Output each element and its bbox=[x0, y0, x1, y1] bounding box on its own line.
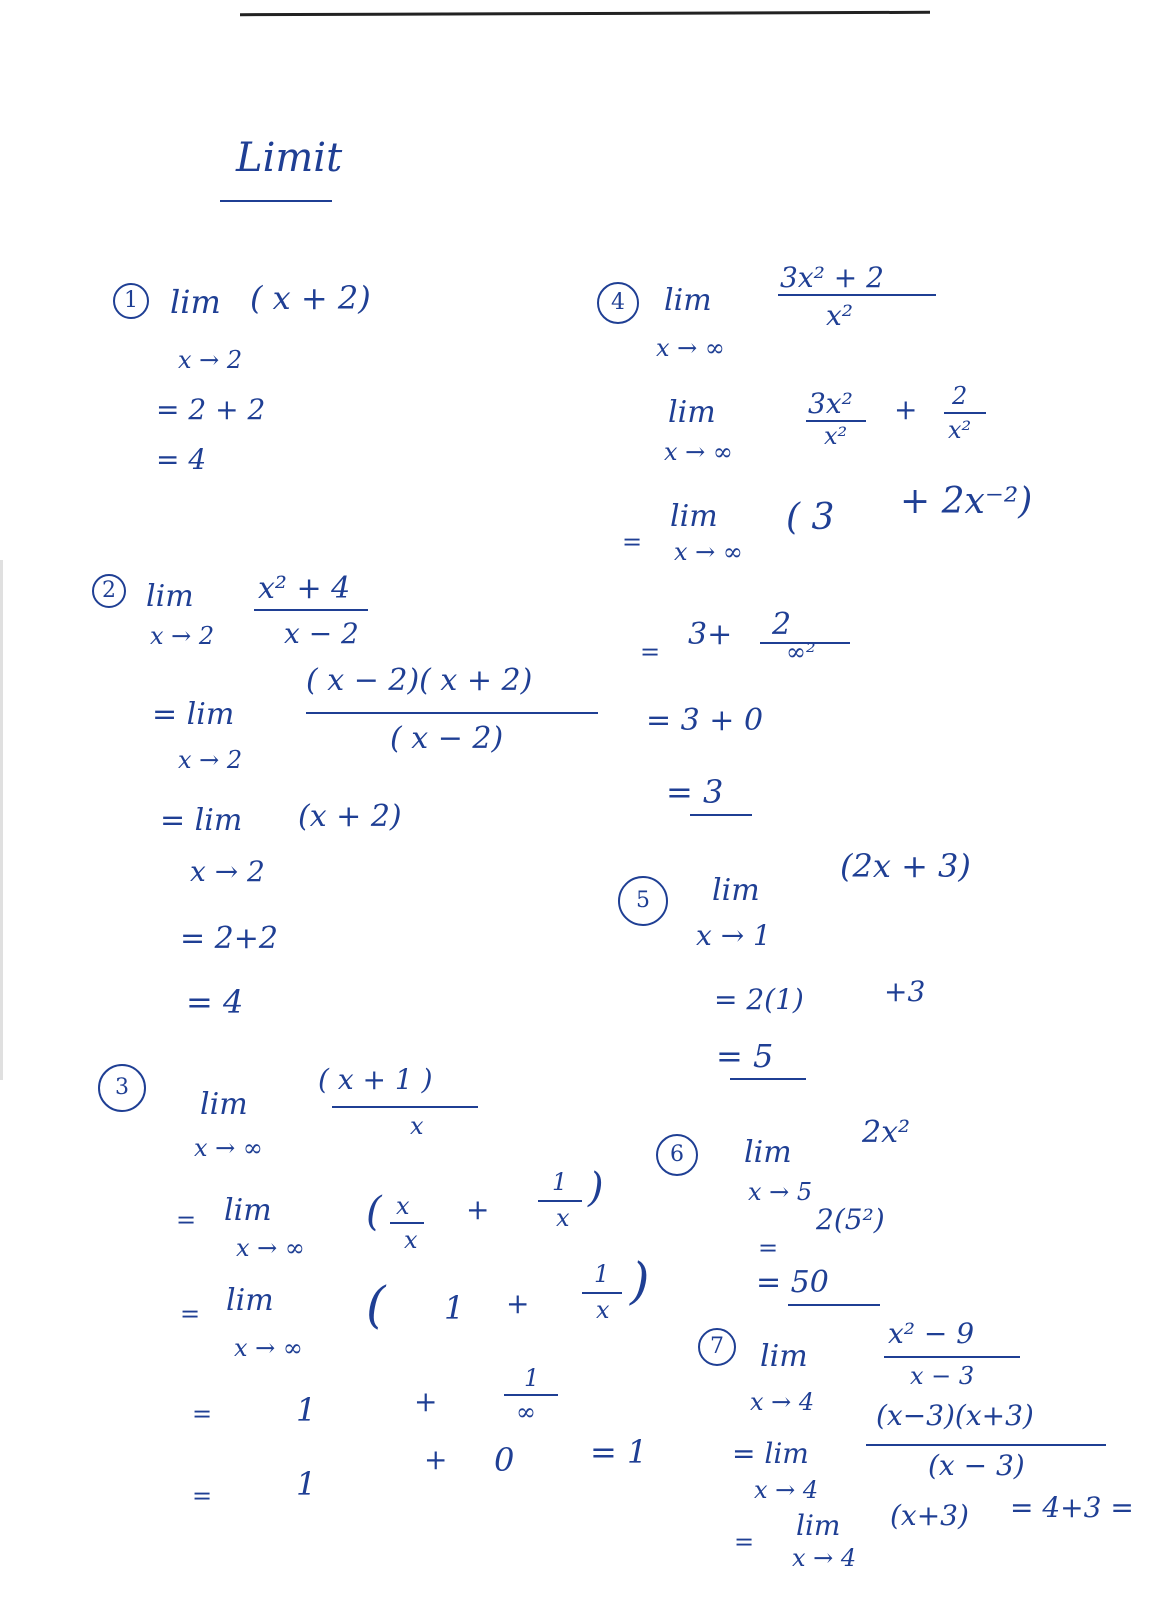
p3-step4-one: 1 bbox=[296, 1465, 317, 1503]
p7-step1-lim: = lim bbox=[732, 1437, 809, 1470]
p7-step2-subscript: x → 4 bbox=[792, 1544, 857, 1572]
p3-step2-eq: = bbox=[180, 1300, 201, 1328]
p1-lim: lim bbox=[170, 283, 221, 321]
p4-step1-lim: lim bbox=[668, 395, 716, 430]
p4-answer-underline bbox=[690, 814, 752, 816]
p3-step2-f-bar bbox=[582, 1292, 622, 1294]
p3-step2-lim: lim bbox=[226, 1283, 274, 1318]
p3-step1-subscript: x → ∞ bbox=[236, 1234, 305, 1262]
p7-numerator: x² − 9 bbox=[888, 1317, 975, 1350]
p3-step4-result: = 1 bbox=[590, 1433, 648, 1471]
p4-step2-subscript: x → ∞ bbox=[674, 538, 743, 566]
p3-step3-f-bar bbox=[504, 1394, 558, 1396]
p2-lim: lim bbox=[146, 579, 194, 614]
p4-step1-a-den: x² bbox=[824, 422, 848, 450]
p4-step3-eq: = bbox=[640, 638, 661, 666]
p3-step2-plus: + bbox=[506, 1287, 530, 1320]
p7-lim: lim bbox=[760, 1339, 808, 1374]
p2-step2-lim: = lim bbox=[160, 803, 243, 838]
p1-expression: ( x + 2) bbox=[250, 279, 371, 317]
p7-fraction-bar bbox=[884, 1356, 1020, 1358]
p1-step-2: = 4 bbox=[156, 443, 207, 476]
p2-step1-denominator: ( x − 2) bbox=[390, 721, 504, 756]
p2-step1-fraction-bar bbox=[306, 712, 598, 714]
p4-numerator: 3x² + 2 bbox=[780, 261, 884, 294]
p4-step1-b-bar bbox=[944, 412, 986, 414]
p2-step1-lim: = lim bbox=[152, 697, 235, 732]
p3-step2-f-num: 1 bbox=[594, 1260, 610, 1288]
p6-subscript: x → 5 bbox=[748, 1178, 813, 1206]
p6-step-2: = 50 bbox=[756, 1265, 829, 1300]
p5-lim: lim bbox=[712, 873, 760, 908]
p3-step3-f-den: ∞ bbox=[516, 1398, 536, 1426]
p3-step2-subscript: x → ∞ bbox=[234, 1334, 303, 1362]
p7-step2-result: = 4+3 = bbox=[1010, 1491, 1134, 1524]
p6-step1-eq: = bbox=[758, 1234, 779, 1262]
p5-step-1: = 2(1) bbox=[714, 983, 804, 1016]
p3-step1-close-paren: ) bbox=[588, 1165, 604, 1211]
p3-fraction-bar bbox=[332, 1106, 478, 1108]
page-title: Limit bbox=[236, 135, 343, 181]
p3-numerator: ( x + 1 ) bbox=[318, 1063, 433, 1096]
problem-number-1: 1 bbox=[113, 283, 149, 319]
p5-step-1b: +3 bbox=[884, 975, 926, 1008]
p3-step1-open-paren: ( bbox=[366, 1189, 382, 1235]
p4-lim: lim bbox=[664, 283, 712, 318]
p7-step1-fraction-bar bbox=[866, 1444, 1106, 1446]
p4-step3-num: 2 bbox=[772, 607, 792, 642]
p5-answer-underline bbox=[730, 1078, 806, 1080]
p7-subscript: x → 4 bbox=[750, 1388, 815, 1416]
p2-step2-expression: (x + 2) bbox=[298, 799, 402, 834]
p2-step1-numerator: ( x − 2)( x + 2) bbox=[306, 663, 533, 698]
p3-subscript: x → ∞ bbox=[194, 1134, 263, 1162]
p1-step-1: = 2 + 2 bbox=[156, 393, 266, 426]
p6-step-1: 2(5²) bbox=[816, 1203, 885, 1236]
p5-expression: (2x + 3) bbox=[840, 847, 971, 885]
p4-step1-b-num: 2 bbox=[952, 382, 968, 410]
problem-number-5: 5 bbox=[618, 876, 668, 926]
page-left-edge bbox=[0, 560, 3, 1080]
p1-subscript: x → 2 bbox=[178, 346, 243, 374]
p3-step1-eq: = bbox=[176, 1206, 197, 1234]
p5-step-2: = 5 bbox=[716, 1037, 774, 1075]
p3-step2-open-paren: ( bbox=[366, 1276, 386, 1334]
p2-step-4: = 4 bbox=[186, 983, 244, 1021]
p3-step3-eq: = bbox=[192, 1400, 213, 1428]
p3-step1-f1-num: 1 bbox=[552, 1168, 568, 1196]
p3-step3-f-num: 1 bbox=[524, 1364, 540, 1392]
problem-number-7: 7 bbox=[698, 1328, 736, 1366]
p7-step2-expression: (x+3) bbox=[890, 1499, 969, 1532]
problem-number-4: 4 bbox=[597, 282, 639, 324]
p3-step4-zero: 0 bbox=[494, 1441, 515, 1479]
p2-step1-subscript: x → 2 bbox=[178, 746, 243, 774]
p7-step2-eq: = bbox=[734, 1528, 755, 1556]
p3-step1-f1-bar bbox=[538, 1200, 582, 1202]
p4-fraction-bar bbox=[778, 294, 936, 296]
title-underline bbox=[220, 200, 332, 202]
p4-step2-lim: lim bbox=[670, 499, 718, 534]
p4-step2-eq: = bbox=[622, 528, 643, 556]
p3-step3-one: 1 bbox=[296, 1391, 317, 1429]
p3-step2-f-den: x bbox=[596, 1296, 610, 1324]
p6-lim: lim bbox=[744, 1135, 792, 1170]
p7-step1-numerator: (x−3)(x+3) bbox=[876, 1399, 1034, 1432]
p4-step1-a-num: 3x² bbox=[808, 387, 853, 420]
p2-fraction-bar bbox=[254, 609, 368, 611]
p4-step-5: = 3 bbox=[666, 773, 724, 811]
p3-lim: lim bbox=[200, 1087, 248, 1122]
p4-step1-subscript: x → ∞ bbox=[664, 438, 733, 466]
p3-step2-one: 1 bbox=[444, 1289, 465, 1327]
p2-numerator: x² + 4 bbox=[258, 571, 351, 606]
p3-step2-close-paren: ) bbox=[630, 1252, 650, 1310]
p3-step1-fx-den: x bbox=[404, 1226, 418, 1254]
problem-number-2: 2 bbox=[92, 574, 126, 608]
p4-step-4: = 3 + 0 bbox=[646, 703, 764, 738]
p7-denominator: x − 3 bbox=[910, 1362, 975, 1390]
p4-subscript: x → ∞ bbox=[656, 334, 725, 362]
page-top-edge bbox=[240, 11, 930, 16]
p3-step1-plus: + bbox=[466, 1193, 490, 1226]
problem-number-6: 6 bbox=[656, 1134, 698, 1176]
p4-denominator: x² bbox=[826, 299, 854, 332]
p3-step3-plus: + bbox=[414, 1385, 438, 1418]
problem-number-3: 3 bbox=[98, 1064, 146, 1112]
p3-step4-plus: + bbox=[424, 1443, 448, 1476]
p4-step1-plus: + bbox=[894, 393, 918, 426]
p4-step2-expression-tail: + 2x⁻²) bbox=[900, 481, 1033, 522]
p2-step2-subscript: x → 2 bbox=[190, 855, 265, 888]
p4-step3-three: 3+ bbox=[688, 617, 733, 652]
p7-step2-lim: lim bbox=[796, 1509, 841, 1542]
p6-expression: 2x² bbox=[862, 1115, 911, 1150]
p3-step4-eq: = bbox=[192, 1482, 213, 1510]
p3-step1-f1-den: x bbox=[556, 1204, 570, 1232]
p7-step1-subscript: x → 4 bbox=[754, 1476, 819, 1504]
p3-step1-lim: lim bbox=[224, 1193, 272, 1228]
p6-answer-underline bbox=[788, 1304, 880, 1306]
p4-step3-den: ∞² bbox=[786, 638, 816, 666]
p5-subscript: x → 1 bbox=[696, 919, 771, 952]
p3-step1-fx-num: x bbox=[396, 1192, 410, 1220]
p2-denominator: x − 2 bbox=[284, 617, 359, 650]
p3-step1-fx-bar bbox=[390, 1222, 424, 1224]
p4-step2-expression: ( 3 bbox=[786, 497, 835, 538]
p2-subscript: x → 2 bbox=[150, 622, 215, 650]
p7-step1-denominator: (x − 3) bbox=[928, 1449, 1025, 1482]
p3-denominator: x bbox=[410, 1112, 424, 1140]
p4-step1-b-den: x² bbox=[948, 416, 972, 444]
p2-step-3: = 2+2 bbox=[180, 921, 278, 956]
